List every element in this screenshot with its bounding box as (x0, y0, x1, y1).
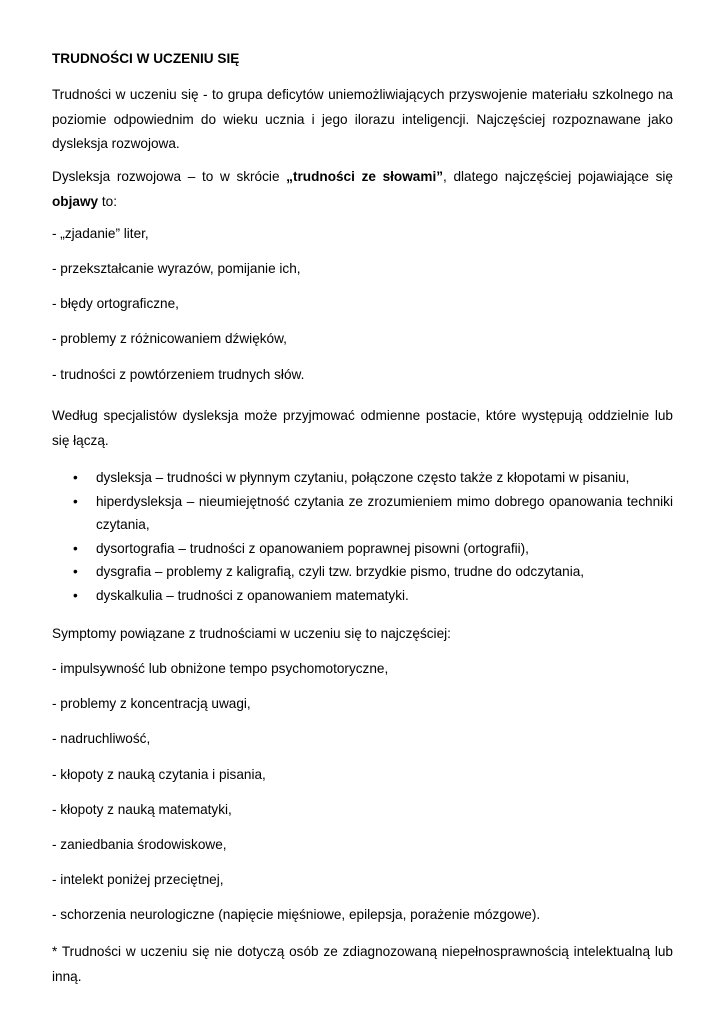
symptom-item: - problemy z różnicowaniem dźwięków, (52, 331, 287, 346)
forms-intro-paragraph: Według specjalistów dysleksja może przyjmować odmienne postacie, które występują oddzielnie lub się łączą. (52, 408, 673, 448)
footnote: * Trudności w uczeniu się nie dotyczą osób ze zdiagnozowaną niepełnosprawnością intelektualną lub inną. (52, 944, 673, 984)
related-item: - kłopoty z nauką czytania i pisania, (52, 767, 266, 782)
bullet-icon: • (73, 540, 78, 556)
list-item-text: dysgrafia – problemy z kaligrafią, czyli tzw. brzydkie pismo, trudne do odczytania, (96, 564, 585, 579)
related-item: - kłopoty z nauką matematyki, (52, 802, 232, 817)
symptom-item: - trudności z powtórzeniem trudnych słów. (52, 367, 305, 382)
bullet-icon: • (73, 564, 78, 579)
related-item: - schorzenia neurologiczne (napięcie mięśniowe, epilepsja, porażenie mózgowe). (52, 907, 541, 922)
list-item (52, 490, 673, 537)
dyslexia-text-1: Dysleksja rozwojowa – to w skrócie (52, 169, 287, 184)
list-item (52, 466, 673, 490)
bullet-icon: • (73, 470, 78, 485)
symptom-item: - błędy ortograficzne, (52, 296, 179, 311)
intro-paragraph: Trudności w uczeniu się - to grupa deficytów uniemożliwiających przyswojenie materiału szkolnego na poziomie odpowiednim do wieku ucznia i jego ilorazu inteligencji. Najczęściej rozpoznawane jako dysleksja rozwojowa. (52, 87, 673, 151)
dyslexia-bold-phrase: „trudności ze słowami” (286, 169, 444, 184)
list-item-text: hiperdysleksja – nieumiejętność czytania ze zrozumieniem mimo dobrego opanowania techniki czytania, (96, 493, 673, 532)
related-item: - nadruchliwość, (52, 731, 151, 746)
dyslexia-text-2: , dlatego najczęściej pojawiające się (443, 169, 673, 184)
list-item-text: dyskalkulia – trudności z opanowaniem matematyki. (96, 587, 409, 603)
document-title: TRUDNOŚCI W UCZENIU SIĘ (52, 51, 240, 66)
list-item (52, 560, 673, 584)
related-item: - intelekt poniżej przeciętnej, (52, 872, 224, 887)
related-intro: Symptomy powiązane z trudnościami w uczeniu się to najczęściej: (52, 626, 451, 641)
list-item (52, 537, 673, 561)
bullet-icon: • (73, 493, 78, 509)
dyslexia-paragraph (52, 165, 673, 214)
symptoms-bold-word: objawy (52, 193, 99, 209)
forms-bullet-list (52, 466, 673, 607)
list-item-text: dysleksja – trudności w płynnym czytaniu, połączone często także z kłopotami w pisaniu, (96, 470, 630, 485)
related-item: - zaniedbania środowiskowe, (52, 837, 227, 852)
related-item: - problemy z koncentracją uwagi, (52, 696, 251, 711)
dyslexia-text-3: to: (98, 193, 117, 209)
symptom-item: - przekształcanie wyrazów, pomijanie ich, (52, 261, 301, 276)
related-item: - impulsywność lub obniżone tempo psychomotoryczne, (52, 661, 389, 676)
bullet-icon: • (73, 587, 78, 603)
symptom-item: - „zjadanie” liter, (52, 226, 149, 241)
list-item-text: dysortografia – trudności z opanowaniem poprawnej pisowni (ortografii), (96, 540, 529, 556)
list-item (52, 584, 673, 608)
